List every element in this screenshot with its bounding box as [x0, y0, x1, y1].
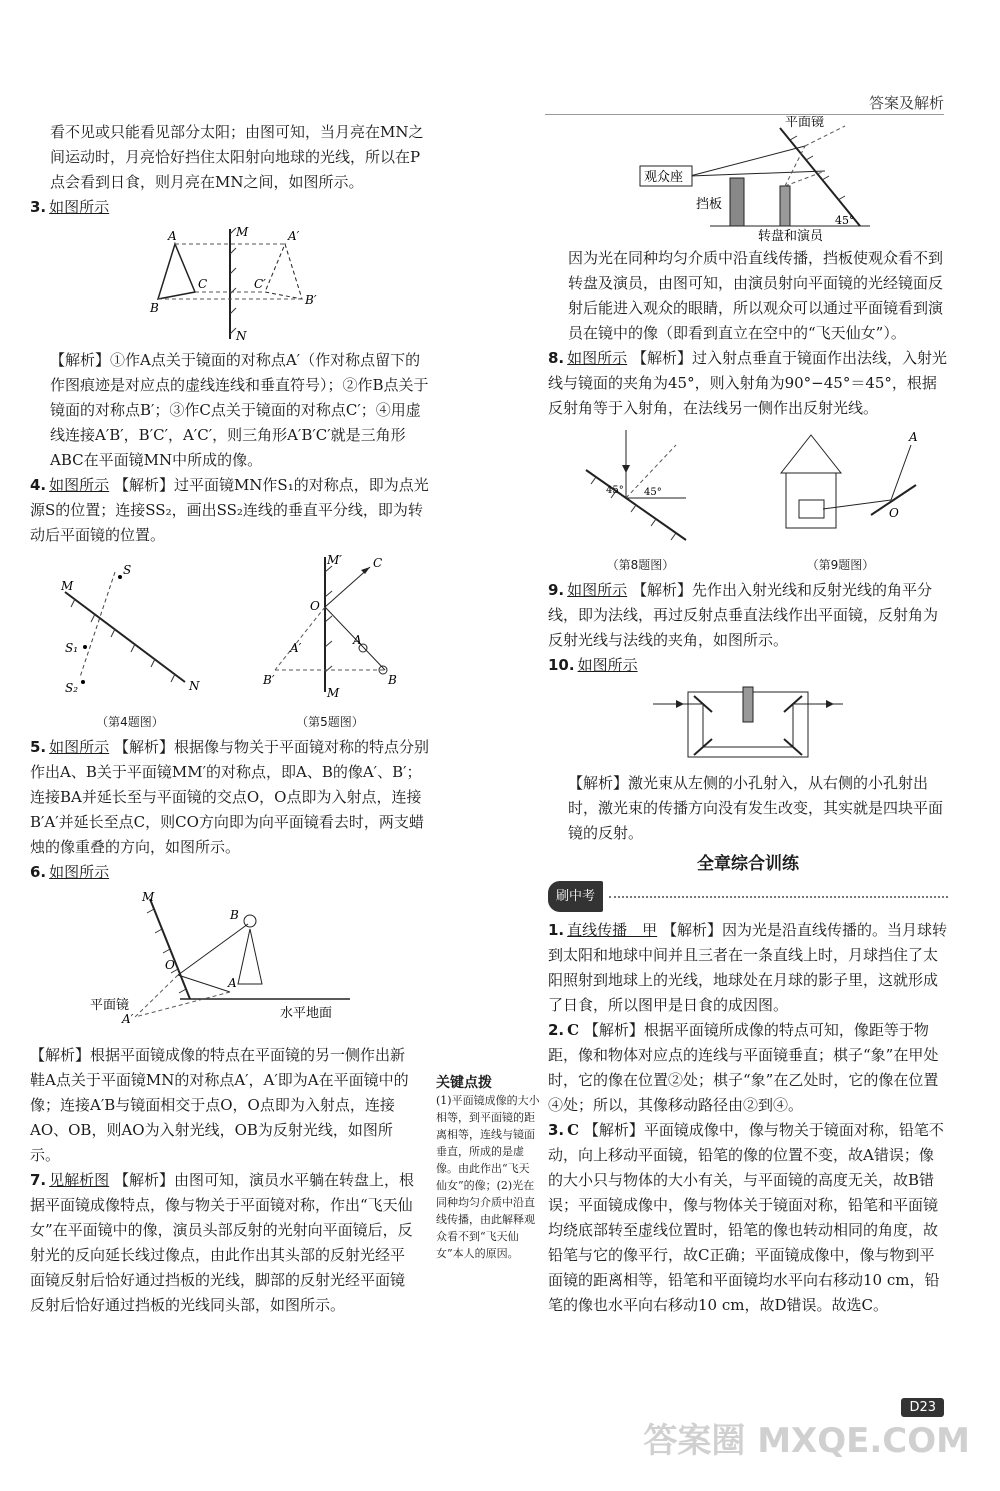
q9-caption: （第9题图） — [806, 558, 875, 572]
q8-number: 8. — [548, 349, 565, 367]
c3-explanation: 【解析】平面镜成像中，像与物关于镜面对称，铅笔不动，向上移动平面镜，铅笔的像的位置不变，故A错误；像的大小只与物体的大小有关，与平面镜的高度无关，故B错误；平面镜成像中，像与物体关于镜面对称，铅笔和平面镜均绕底部转至虚线位置时，铅笔的像也转动相同的角度，故铅笔与它的像平行，故C正确；平面镜成像中，像与物到平面镜的距离相等，铅笔和平面镜均水平向右移动10 cm，铅笔的像也水平向右移动10 cm，故D错误。故选C。 — [548, 1121, 944, 1314]
q9-answer: 如图所示 — [567, 581, 628, 599]
fig6-mirror-label: 平面镜 — [90, 998, 130, 1013]
q7-answer: 见解析图 — [49, 1171, 110, 1189]
q4-q5-figures — [30, 552, 430, 735]
q3-explanation: 【解析】①作A点关于镜面的对称点A′（作对称点留下的作图痕迹是对应点的虚线连线和垂直符号）；②作B点关于镜面的对称点B′；③作C点关于镜面的对称点C′；④用虚线连接A′B′，B′C′，A′C′，则三角形A′B′C′就是三角形ABC在平面镜MN中所成的像。 — [50, 351, 429, 469]
key-tip-title: 关键点拨 — [436, 1075, 492, 1091]
c3-number: 3. — [548, 1121, 565, 1139]
q6-number: 6. — [30, 863, 47, 881]
fig7-actor-label: 转盘和演员 — [758, 229, 824, 244]
q3-figure — [130, 224, 330, 344]
q8-answer: 如图所示 — [567, 349, 628, 367]
svg-text:B′: B′ — [263, 673, 275, 687]
key-tip-sidebar — [436, 1075, 540, 1262]
key-tip-text: (1)平面镜成像的大小相等，到平面镜的距离相等，连线与镜面垂直，所成的是虚像。由此作出“飞天仙女”的像；(2)光在同种均匀介质中沿直线传播，由此解释观众看不到“飞天仙女”本人的原因。 — [436, 1094, 540, 1260]
intro-paragraph: 看不见或只能看见部分太阳；由图可知，当月亮在MN之间运动时，月亮恰好挡住太阳射向地球的光线，所以在P点会看到日食，则月亮在MN之间，如图所示。 — [50, 123, 424, 191]
c2-answer: C — [567, 1021, 580, 1039]
q7-number: 7. — [30, 1171, 47, 1189]
q9-heading — [548, 578, 948, 653]
svg-text:S: S — [123, 563, 132, 577]
page-number: D23 — [901, 1398, 944, 1417]
svg-text:M: M — [236, 225, 249, 239]
q6-heading — [30, 860, 430, 885]
q9-number: 9. — [548, 581, 565, 599]
q5-explanation: 【解析】根据像与物关于平面镜对称的特点分别作出A、B关于平面镜MM′的对称点，即A、B的像A′、B′；连接BA并延长至与平面镜的交点O，O点即为入射点，连接B′A′并延长至点C，则CO方向即为向平面镜看去时，两支蜡烛的像重叠的方向，如图所示。 — [30, 738, 429, 856]
q5-figure-block — [255, 552, 405, 735]
svg-text:M: M — [142, 890, 155, 904]
q8-heading — [548, 346, 948, 421]
svg-text:A: A — [228, 976, 237, 990]
exam-banner-label: 刷中考 — [548, 881, 603, 912]
q5-figure — [255, 552, 405, 702]
left-column — [30, 120, 430, 1318]
svg-text:B′: B′ — [305, 293, 317, 307]
q10-figure — [648, 682, 848, 767]
header-rule — [545, 114, 944, 115]
c2-explanation: 【解析】根据平面镜所成像的特点可知，像距等于物距，像和物体对应点的连线与平面镜垂直；棋子“象”在甲处时，它的像在位置②处；棋子“象”在乙处时，它的像在位置④处；所以，其像移动路径由②到④。 — [548, 1021, 939, 1114]
q4-answer: 如图所示 — [49, 476, 110, 494]
svg-text:C: C — [373, 556, 383, 570]
q7-heading — [30, 1168, 418, 1318]
svg-text:O: O — [888, 506, 899, 520]
svg-text:C′: C′ — [254, 277, 266, 291]
q5-number: 5. — [30, 738, 47, 756]
svg-text:B: B — [150, 301, 159, 315]
q5-answer: 如图所示 — [49, 738, 110, 756]
c3-item — [548, 1118, 948, 1318]
q4-explanation: 【解析】过平面镜MN作S₁的对称点，即为点光源S的位置；连接SS₂，画出SS₂连线的垂直平分线，即为转动后平面镜的位置。 — [30, 476, 429, 544]
q8-explanation: 【解析】过入射点垂直于镜面作出法线，入射光线与镜面的夹角为45°，则入射角为90°−45°＝45°，根据反射角等于入射角，在法线另一侧作出反射光线。 — [548, 349, 947, 417]
svg-text:M: M — [327, 686, 340, 700]
fig7-board-label: 挡板 — [696, 197, 723, 212]
c1-answer: 直线传播 甲 — [567, 921, 658, 939]
c1-explanation: 【解析】因为光是沿直线传播的。当月球转到太阳和地球中间并且三者在一条直线上时，月球挡住了太阳照射到地球上的光线，地球处在月球的影子里，这就形成了日食，所以图甲是日食的成因图。 — [548, 921, 947, 1014]
svg-text:N: N — [236, 329, 247, 343]
q9-explanation: 【解析】先作出入射光线和反射光线的角平分线，即为法线，再过反射点垂直法线作出平面镜，反射角为反射光线与法线的夹角，如图所示。 — [548, 581, 939, 649]
c2-number: 2. — [548, 1021, 565, 1039]
svg-text:M′: M′ — [327, 553, 343, 567]
svg-text:A: A — [908, 430, 918, 444]
q6-answer: 如图所示 — [49, 863, 110, 881]
svg-text:A′: A′ — [288, 229, 300, 243]
header-title: 答案及解析 — [868, 94, 944, 112]
q10-explanation: 【解析】激光束从左侧的小孔射入，从右侧的小孔射出时，激光束的传播方向没有发生改变，其实就是四块平面镜的反射。 — [568, 774, 944, 842]
q9-figure — [761, 425, 921, 545]
q10-number: 10. — [548, 656, 575, 674]
svg-text:A′: A′ — [122, 1012, 134, 1026]
q4-heading — [30, 473, 430, 548]
q4-number: 4. — [30, 476, 47, 494]
svg-text:A: A — [168, 229, 177, 243]
svg-text:B: B — [230, 908, 239, 922]
svg-text:S₁: S₁ — [65, 641, 79, 655]
q3-heading — [30, 195, 430, 220]
svg-text:S₂: S₂ — [65, 681, 79, 695]
q8-caption: （第8题图） — [606, 558, 675, 572]
svg-text:45°: 45° — [643, 487, 662, 498]
watermark: 答案圈 MXQE.COM — [643, 1421, 970, 1461]
q5-heading — [30, 735, 430, 860]
q8-figure-block — [576, 425, 706, 578]
q5-caption: （第5题图） — [296, 715, 364, 729]
fig7-mirror-label: 平面镜 — [785, 116, 825, 130]
q10-answer: 如图所示 — [577, 656, 638, 674]
q7-figure — [630, 116, 890, 246]
c1-item — [548, 918, 948, 1018]
svg-text:C: C — [198, 277, 208, 291]
q7-explanation: 【解析】由图可知，演员水平躺在转盘上，根据平面镜成像特点，像与物关于平面镜对称，作出“飞天仙女”在平面镜中的像，演员头部反射的光射向平面镜后，反射光的反向延长线过像点，由此作出其头部的反射光经平面镜反射后恰好通过挡板的光线，脚部的反射光经平面镜反射后恰好通过挡板的光线同头部，如图所示。 — [30, 1171, 414, 1314]
svg-text:45°: 45° — [605, 485, 624, 496]
q6-explanation: 【解析】根据平面镜成像的特点在平面镜的另一侧作出新鞋A点关于平面镜MN的对称点A′，A′即为A在平面镜中的像；连接A′B与镜面相交于点O，O点即为入射点，连接AO、OB，则AO为入射光线，OB为反射光线，如图所示。 — [30, 1046, 409, 1164]
svg-text:O: O — [165, 958, 175, 972]
section-title: 全章综合训练 — [697, 854, 799, 874]
exam-banner — [548, 881, 948, 912]
q6-figure — [80, 889, 380, 1039]
q3-answer: 如图所示 — [49, 198, 110, 216]
q4-caption: （第4题图） — [96, 715, 164, 729]
fig7-angle-label: 45° — [835, 214, 855, 227]
q9-figure-block — [761, 425, 921, 578]
banner-dots — [609, 896, 948, 898]
right-column — [548, 246, 948, 1318]
q10-heading — [548, 653, 948, 678]
q8-q9-figures — [548, 425, 948, 578]
svg-text:N: N — [189, 679, 200, 693]
c1-number: 1. — [548, 921, 565, 939]
q7-continued: 因为光在同种均匀介质中沿直线传播，挡板使观众看不到转盘及演员，由图可知，由演员射向平面镜的光经镜面反射后能进入观众的眼睛，所以观众可以通过平面镜看到演员在镜中的像（即看到直立在空中的“飞天仙女”）。 — [568, 249, 944, 342]
svg-text:A: A — [353, 633, 362, 647]
fig6-ground-label: 水平地面 — [280, 1006, 333, 1021]
svg-text:M: M — [61, 579, 74, 593]
q4-figure — [55, 552, 205, 702]
svg-text:B: B — [388, 673, 397, 687]
svg-text:A′: A′ — [290, 641, 302, 655]
fig7-seat-label: 观众座 — [644, 170, 684, 185]
c2-item — [548, 1018, 948, 1118]
q8-figure — [576, 425, 706, 545]
q3-number: 3. — [30, 198, 47, 216]
c3-answer: C — [567, 1121, 580, 1139]
svg-text:O: O — [310, 599, 320, 613]
q4-figure-block — [55, 552, 205, 735]
